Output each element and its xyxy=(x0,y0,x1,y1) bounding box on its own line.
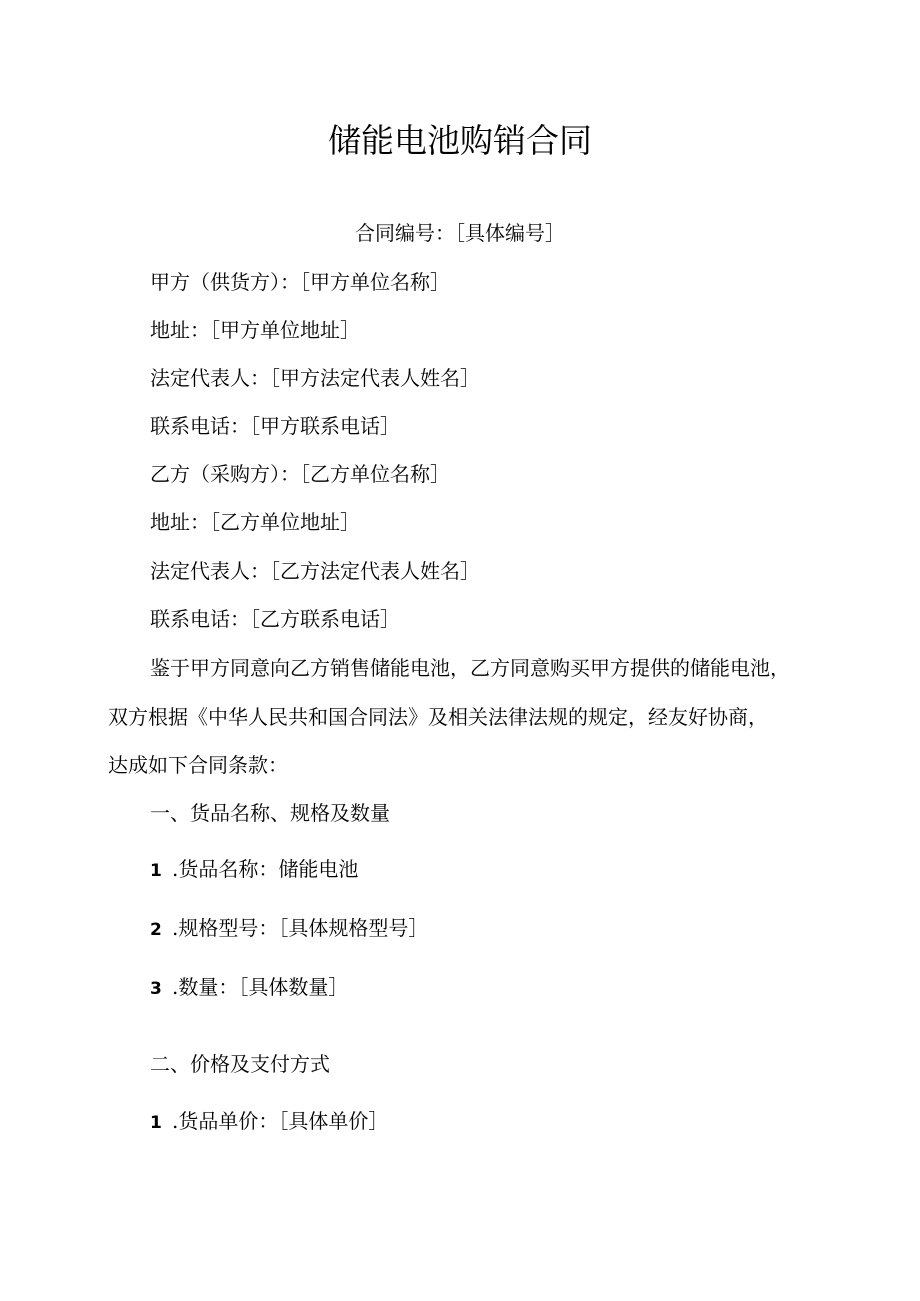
document-title: 储能电池购销合同 xyxy=(328,121,592,160)
party-a-address: 地址：［甲方单位地址］ xyxy=(150,318,360,342)
section1-heading: 一、货品名称、规格及数量 xyxy=(150,801,390,825)
section1-item-3 xyxy=(150,972,348,1004)
item-text: .数量：［具体数量］ xyxy=(172,975,349,999)
party-b-phone: 联系电话：［乙方联系电话］ xyxy=(150,607,400,631)
party-b-name: 乙方（采购方）：［乙方单位名称］ xyxy=(150,462,450,486)
item-text: .规格型号：［具体规格型号］ xyxy=(172,916,429,940)
preamble-line-3: 达成如下合同条款： xyxy=(108,753,288,777)
preamble-line-2: 双方根据《中华人民共和国合同法》及相关法律法规的规定，经友好协商， xyxy=(108,705,768,729)
item-text: .货品单价：［具体单价］ xyxy=(172,1109,389,1133)
party-b-address: 地址：［乙方单位地址］ xyxy=(150,510,360,534)
item-number: 3 xyxy=(150,979,162,999)
preamble-line-1: 鉴于甲方同意向乙方销售储能电池，乙方同意购买甲方提供的储能电池， xyxy=(150,656,790,680)
section2-heading: 二、价格及支付方式 xyxy=(150,1052,330,1076)
item-number: 2 xyxy=(150,920,162,940)
party-a-phone: 联系电话：［甲方联系电话］ xyxy=(150,414,400,438)
contract-number: 合同编号：［具体编号］ xyxy=(355,221,565,245)
party-a-name: 甲方（供货方）：［甲方单位名称］ xyxy=(150,270,450,294)
section1-item-2 xyxy=(150,913,428,945)
section1-item-1 xyxy=(150,854,358,886)
item-text: .货品名称：储能电池 xyxy=(172,857,359,881)
party-b-legal-rep: 法定代表人：［乙方法定代表人姓名］ xyxy=(150,559,480,583)
section2-item-1 xyxy=(150,1106,388,1138)
item-number: 1 xyxy=(150,861,162,881)
party-a-legal-rep: 法定代表人：［甲方法定代表人姓名］ xyxy=(150,366,480,390)
item-number: 1 xyxy=(150,1113,162,1133)
